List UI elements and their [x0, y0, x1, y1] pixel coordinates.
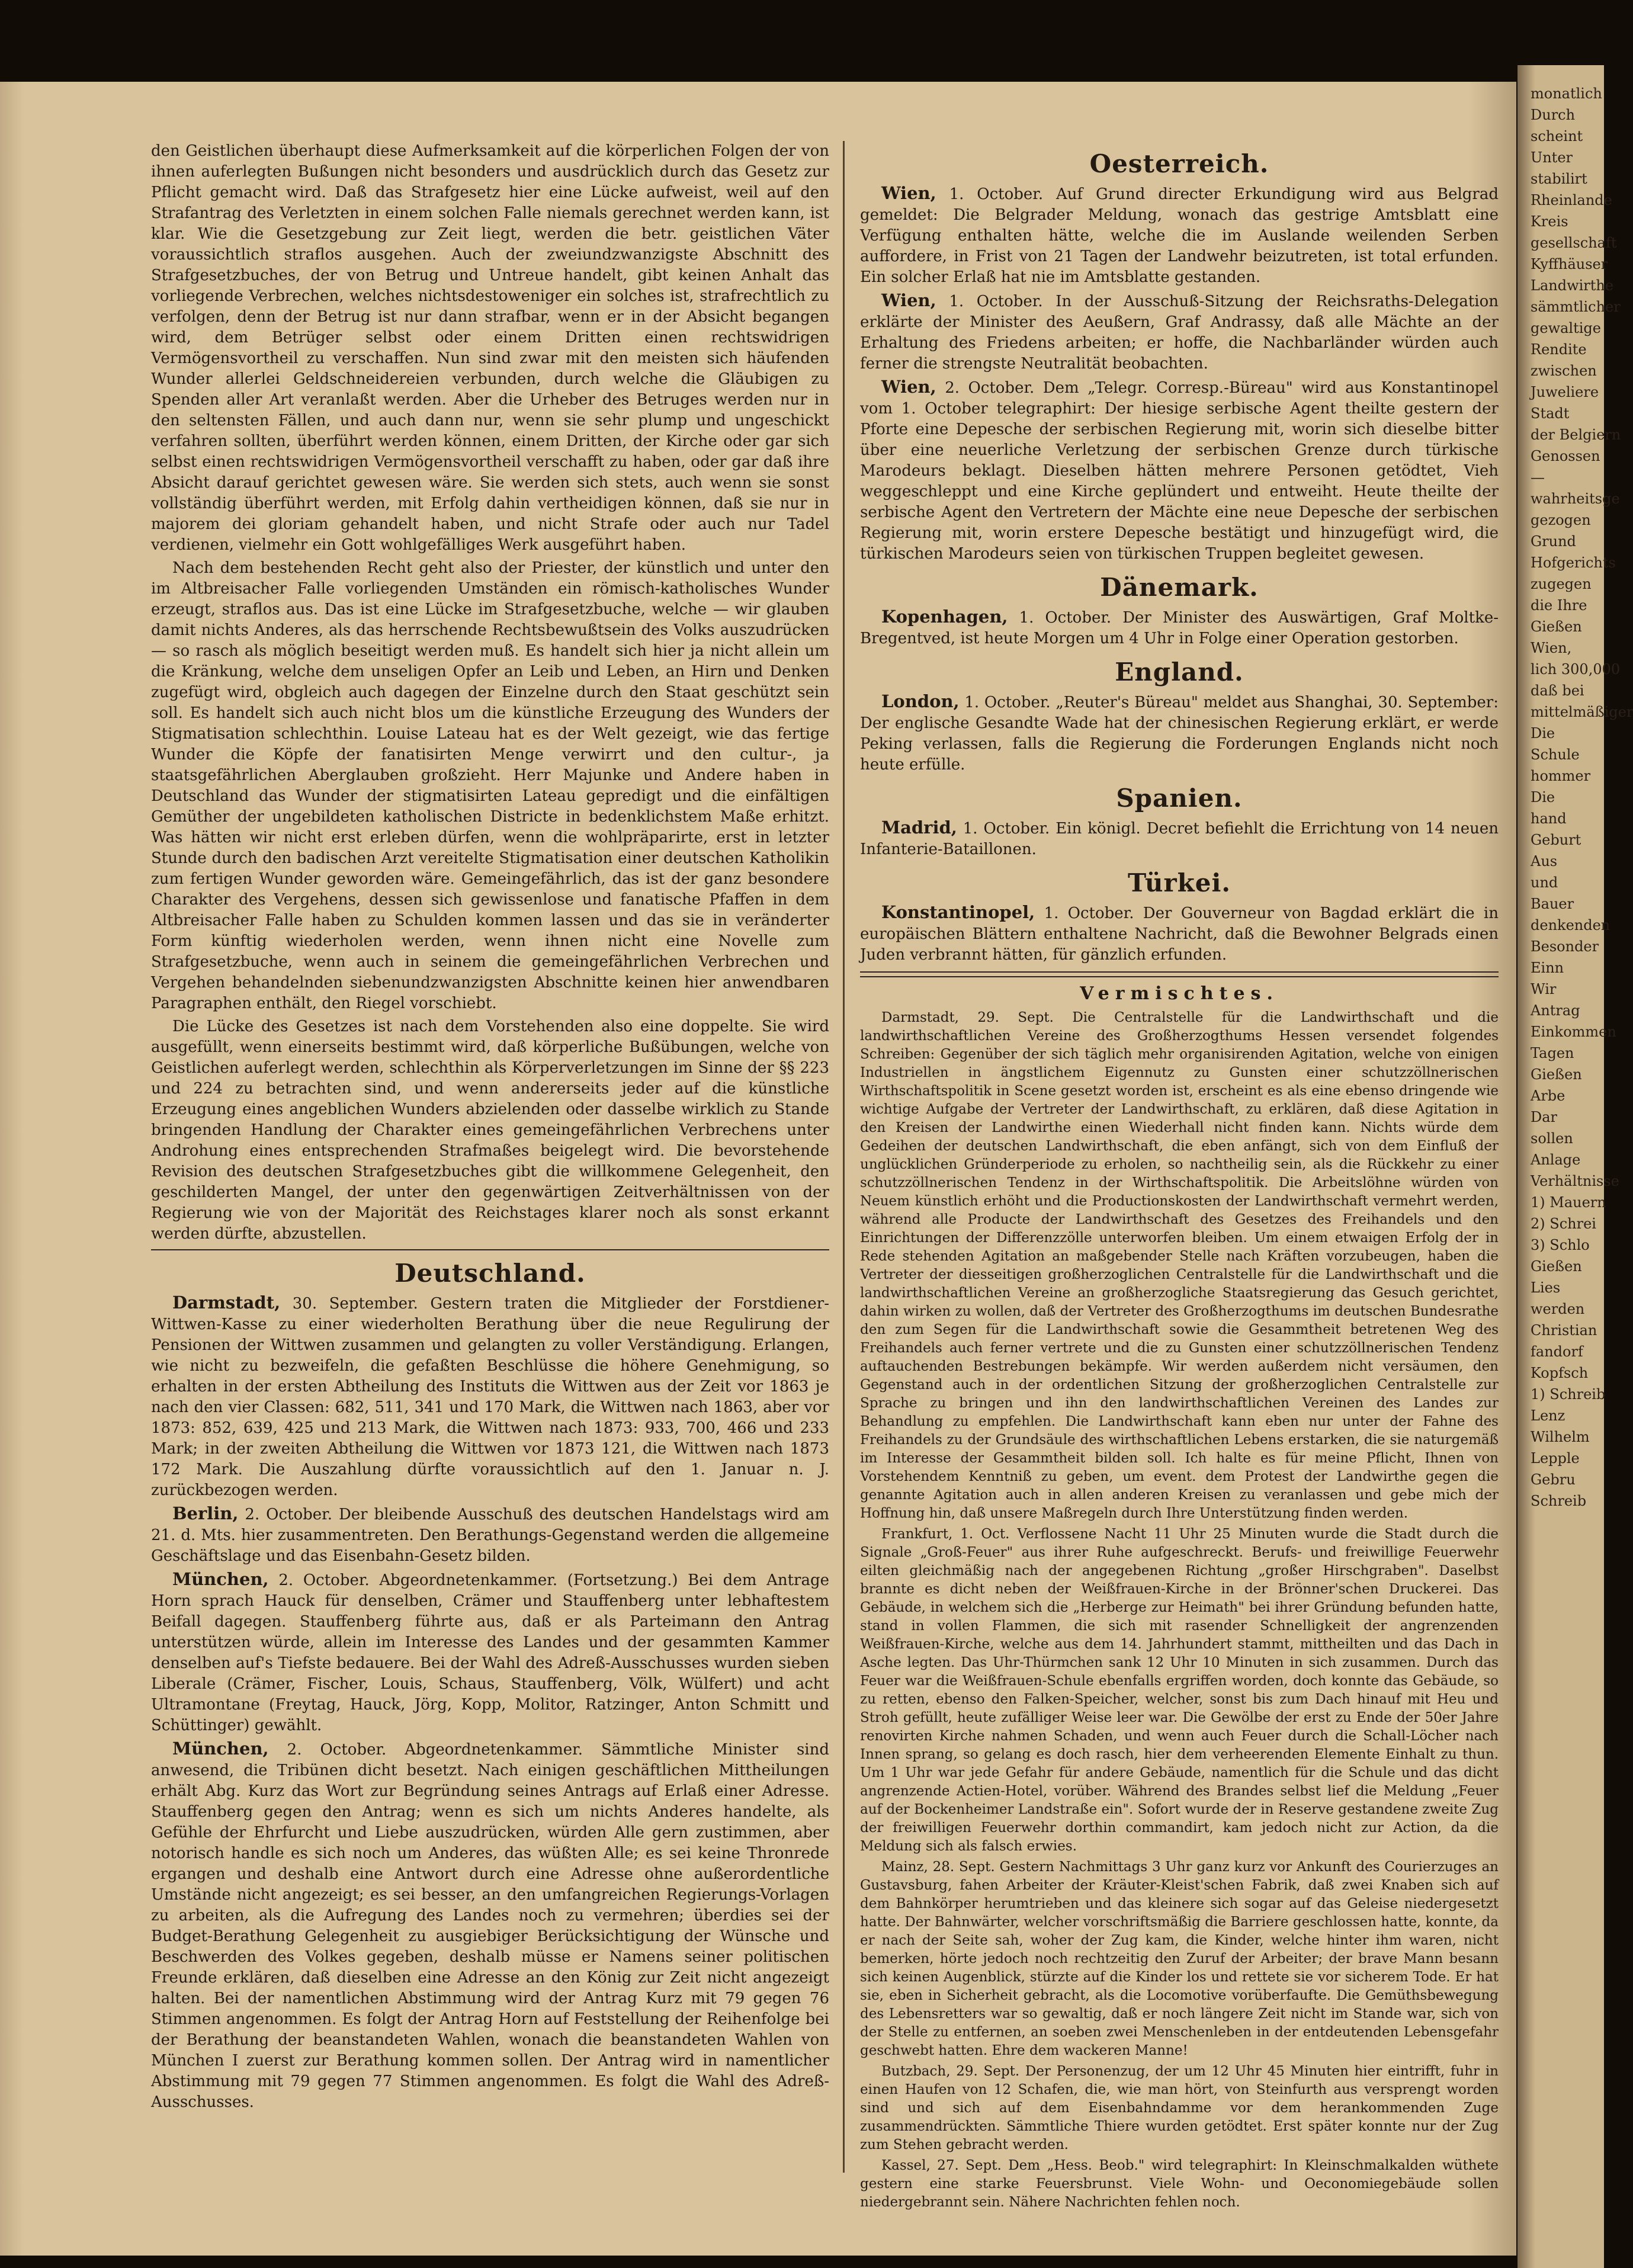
section-heading-tuerkei: Türkei.: [1127, 868, 1231, 897]
edge-fragment: Gießen: [1531, 1258, 1582, 1275]
dateline: Konstantinopel,: [881, 902, 1035, 922]
edge-fragment: Wir: [1531, 981, 1557, 997]
news-text: 2. October. Abgeordnetenkammer. (Fortsetzung.) Bei dem Antrage Horn sprach Hauck für denselben, Crämer und Stauffenberg unter lebhaftestem Beifall dagegen. Stauffenberg führte aus, daß er als Parteimann den Antrag unterstützen würde, allein im Interesse des Landes und der gesammten Kammer denselben auf's Tiefste bedauere. Bei der Wahl des Adreß-Ausschusses wurden sieben Liberale (Crämer, Fischer, Louis, Schaus, Stauffenberg, Völk, Wülfert) und acht Ultramontane (Freytag, Hauck, Jörg, Kopp, Molitor, Ratzinger, Anton Schmitt und Schüttinger) gewählt.: [151, 1571, 829, 1734]
news-item: [151, 1503, 829, 1567]
edge-fragment: Geburt: [1531, 832, 1581, 848]
edge-fragment: 3) Schlo: [1531, 1237, 1590, 1253]
edge-fragment: der Belgiern: [1531, 426, 1621, 443]
edge-fragment: Wilhelm: [1531, 1429, 1590, 1445]
edge-fragment: gesellschaft: [1531, 235, 1617, 251]
edge-fragment: Lepple: [1531, 1450, 1580, 1467]
article-paragraph: Darmstadt, 29. Sept. Die Centralstelle für die Landwirthschaft und die landwirthschaftlichen Vereine des Großherzogthums Hessen versendet folgendes Schreiben: Gegenüber der sich täglich mehr organisirenden Agitation, welche von einigen Industriellen in ängstlichem Eigennutz zu Gunsten einer schutzzöllnerischen Wirthschaftspolitik in Scene gesetzt worden ist, erscheint es als eine ebenso dringende wie wichtige Aufgabe der Vertreter der Landwirthschaft, zu erklären, daß diese Agitation in den Kreisen der Landwirthe einen Wiederhall nicht finden kann. Nichts würde dem Gedeihen der deutschen Landwirthschaft, die eben anfängt, sich von dem Einfluß der unglücklichen Gründerperiode zu erholen, so nachtheilig sein, als die Rückkehr zu einer schutzzöllnerischen Tendenz in der Wirthschaftspolitik. Die Arbeitslöhne würden von Neuem künstlich erhöht und die Productionskosten der Landwirthschaft vermehrt werden, während alle Producte der Landwirthschaft des Gesetzes des Freihandels und den Einrichtungen der Differenzzölle unterworfen bleiben. Um einem etwaigen Erfolg der in Rede stehenden Agitation an maßgebender Stelle nach Kräften vorzubeugen, haben die Vertreter der diesseitigen großherzoglichen Centralstelle für die Landwirthschaft und die landwirthschaftlichen Vereine an großherzogliche Staatsregierung das Gesuch gerichtet, dahin wirken zu wollen, daß der Vertreter des Großherzogthums im deutschen Bundesrathe den zum Segen für die Landwirthschaft sowie die Gesammtheit betretenen Weg des Freihandels auch ferner vertrete und die zu Gunsten einer schutzzöllnerischen Tendenz auftauchenden Bestrebungen bekämpfe. Wir werden außerdem nicht versäumen, den Gegenstand auch in der ordentlichen Sitzung der großherzoglichen Centralstelle zur Sprache zu bringen und ihn den landwirthschaftlichen Vereinen des Landes zur Behandlung zu empfehlen. Die Landwirthschaft kann eben nur unter der Fahne des Freihandels zu der Grundsäule des wirthschaftlichen Lebens erstarken, die sie naturgemäß im Interesse der Gesammtheit bilden soll. Ich halte es für meine Pflicht, Ihnen von Vorstehendem Kenntniß zu geben, um event. dem Protest der Landwirthe gegen die genannte Agitation auch in allen anderen Kreisen zu veranlassen und gebe mich der Hoffnung hin, daß unsere Maßregeln durch Ihre Unterstützung finden werden.: [860, 1010, 1499, 1521]
edge-fragment: 2) Schrei: [1531, 1215, 1596, 1232]
dateline: Kopenhagen,: [881, 607, 1008, 627]
article-paragraph: den Geistlichen überhaupt diese Aufmerksamkeit auf die körperlichen Folgen der von ihnen auferlegten Bußungen nicht besonders und ausdrücklich durch das Gesetz zur Pflicht gemacht wird. Daß das Strafgesetz hier eine Lücke aufweist, weil auf den Strafantrag des Verletzten in einem solchen Falle niemals gerechnet werden kann, ist klar. Wie die Gesetzgebung zur Zeit liegt, werden die betr. geistlichen Väter voraussichtlich straflos ausgehen. Auch der zweiundzwanzigste Abschnitt des Strafgesetzbuches, der von Betrug und Untreue handelt, gibt keinen Anhalt das vorliegende Verbrechen, welches nichtsdestoweniger ein solches ist, strafrechtlich zu verfolgen, denn der Betrug ist nur dann strafbar, wenn er in der Absicht begangen wird, dem Betrüger selbst oder einem Dritten einen rechtswidrigen Vermögensvortheil zu verschaffen. Nun sind zwar mit den meisten sich häufenden Wunder allerlei Geldschneidereien verbunden, durch welche die Gläubigen zu Spenden aller Art veranlaßt werden. Aber die Urheber des Betruges werden nur in den seltensten Fällen, und auch dann nur, wenn sie sehr plump und ungeschickt verfahren sollten, überführt werden können, einem Dritten, der Kirche oder gar sich selbst einen rechtswidrigen Vermögensvortheil verschafft zu haben, oder gar daß ihre Absicht darauf gerichtet gewesen wäre. Sie werden sich stets, auch wenn sie sonst vollständig überführt werden, mit Erfolg dahin vertheidigen können, daß sie nur in majorem dei gloriam gehandelt haben, und nicht Strafe oder auch nur Tadel verdienen, vielmehr ein Gott wohlgefälliges Werk ausgeführt haben.: [151, 142, 829, 554]
section-heading-deutschland: Deutschland.: [394, 1259, 586, 1288]
news-item: [151, 1569, 829, 1736]
news-text: 1. October. Ein königl. Decret befiehlt die Errichtung von 14 neuen Infanterie-Bataillonen.: [860, 820, 1499, 858]
section-heading-spanien: Spanien.: [1116, 784, 1243, 813]
edge-fragment: sämmtlicher: [1531, 299, 1621, 315]
article-paragraph: Mainz, 28. Sept. Gestern Nachmittags 3 Uhr ganz kurz vor Ankunft des Courierzuges an Gustavsburg, fahen Arbeiter der Kräuter-Kleist'schen Fabrik, daß zwei Knaben sich auf dem Bahnkörper herumtrieben und das kleinere sich sogar auf das Geleise niedergesetzt hatte. Der Bahnwärter, welcher vorschriftsmäßig die Barriere geschlossen hatte, konnte, da er nach der Seite sah, woher der Zug kam, die Kinder, welche hinter ihm waren, nicht bemerken, hörte jedoch noch rechtzeitig den Zuruf der Arbeiter; der brave Mann besann sich keinen Augenblick, stürzte auf die Kinder los und rettete sie vor sicherem Tode. Er hat sie, eben in Sicherheit gebracht, als die Locomotive vorüberfaufte. Die Gemüthsbewegung des Lebensretters war so gewaltig, daß er noch längere Zeit nicht im Stande war, sich von der Stelle zu entfernen, an soeben zwei Menschenleben in der entdeutenden Lebensgefahr geschwebt hatten. Ehre dem wackeren Manne!: [860, 1859, 1499, 2058]
edge-fragment: Anlage: [1531, 1151, 1581, 1168]
news-item: [860, 377, 1499, 564]
edge-fragment: Landwirthe: [1531, 277, 1614, 294]
dateline: Wien,: [881, 183, 936, 203]
edge-fragment: Einn: [1531, 960, 1564, 976]
edge-fragment: Rendite: [1531, 341, 1587, 358]
edge-fragment: mittelmäßiger: [1531, 704, 1633, 720]
section-heading-vermischtes: Vermischtes.: [1080, 983, 1279, 1004]
news-text: 1. October. Auf Grund directer Erkundigung wird aus Belgrad gemeldet: Die Belgrader Meldung, wonach das gestrige Amtsblatt eine Verfügung enthalten hätte, welche die im Auslande weilenden Serben auffordere, in Frist von 21 Tagen der Landwehr beizutreten, ist total erfunden. Ein solcher Erlaß hat nie im Amtsblatte gestanden.: [860, 185, 1499, 286]
edge-fragment: Gießen: [1531, 1066, 1582, 1083]
edge-fragment: Dar: [1531, 1109, 1558, 1125]
article-paragraph: Die Lücke des Gesetzes ist nach dem Vorstehenden also eine doppelte. Sie wird ausgefüllt, wenn einerseits bestimmt wird, daß körperliche Bußübungen, welche von Geistlichen auferlegt werden, schlechthin als Körperverletzungen im Sinne der §§ 223 und 224 zu betrachten sind, und wenn andererseits jeder auf die künstliche Erzeugung eines angeblichen Wunders abzielenden oder dasselbe wirklich zu Stande bringenden Handlung der Charakter eines gemeingefährlichen Verbrechens unter Androhung eines entsprechenden Strafmaßes beigelegt wird. Die bevorstehende Revision des deutschen Strafgesetzbuches gibt die willkommene Gelegenheit, den geschilderten Mangel, der unter den gegenwärtigen Zeitverhältnissen von der Regierung wie von der Majorität des Reichstages klarer noch als sonst erkannt werden dürfte, abzustellen.: [151, 1018, 829, 1243]
news-item: [860, 607, 1499, 649]
edge-fragment: Arbe: [1531, 1088, 1565, 1104]
news-item: [151, 1738, 829, 2113]
news-text: 1. October. Der Gouverneur von Bagdad erklärt die in europäischen Blättern enthaltene Nachricht, daß die Bewohner Belgrads einen Juden verbrannt hätten, für gänzlich erfunden.: [860, 904, 1499, 964]
dateline: Wien,: [881, 290, 936, 310]
edge-fragment: Genossen: [1531, 448, 1600, 464]
edge-fragment: und: [1531, 874, 1558, 891]
edge-fragment: Juweliere: [1531, 384, 1599, 400]
edge-fragment: 1) Mauern: [1531, 1194, 1606, 1211]
edge-fragment: gezogen: [1531, 512, 1591, 528]
edge-fragment: Hofgerichts: [1531, 554, 1616, 571]
edge-fragment: Gebru: [1531, 1471, 1576, 1488]
edge-fragment: Rheinlande: [1531, 192, 1612, 208]
edge-fragment: daß bei: [1531, 682, 1584, 699]
article-paragraph: Kassel, 27. Sept. Dem „Hess. Beob." wird telegraphirt: In Kleinschmalkalden wüthete gestern eine starke Feuersbrunst. Viele Wohn- und Oeconomiegebäude sollen niedergebrannt sein. Nähere Nachrichten fehlen noch.: [860, 2158, 1499, 2210]
edge-fragment: Kyffhäuser: [1531, 256, 1608, 272]
edge-fragment: hand: [1531, 810, 1567, 827]
edge-fragment: Schule: [1531, 746, 1580, 763]
news-text: 1. October. In der Ausschuß-Sitzung der Reichsraths-Delegation erklärte der Minister des Aeußern, Graf Andrassy, daß alle Mächte an der Erhaltung des Friedens arbeiten; er hoffe, die Nachbarländer würden auch ferner die strengste Neutralität beobachten.: [860, 293, 1499, 373]
dateline: Madrid,: [881, 817, 957, 838]
section-heading-oesterreich: Oesterreich.: [1089, 149, 1269, 178]
section-rule: [860, 971, 1499, 977]
edge-fragment: Kopfsch: [1531, 1365, 1589, 1381]
news-text: 2. October. Abgeordnetenkammer. Sämmtliche Minister sind anwesend, die Tribünen dicht besetzt. Nach einigen geschäftlichen Mittheilungen erhält Abg. Kurz das Wort zur Begründung seines Antrags auf Erlaß einer Adresse. Stauffenberg gegen den Antrag; wenn es sich um nichts Anderes handelte, als Gefühle der Ehrfurcht und Liebe auszudrücken, würden Alle gern zustimmen, aber notorisch handle es sich noch um Anderes, das wüßten Alle; es sei keine Thronrede ergangen und deshalb eine Antwort durch eine Adresse ohne außerordentliche Umstände nicht angezeigt; es sei besser, an den umfangreichen Regierungs-Vorlagen zu arbeiten, als die Aufregung des Landes noch zu vermehren; überdies sei der Budget-Berathung Gelegenheit zu ausgiebiger Berücksichtigung der Wünsche und Beschwerden des Volkes gegeben, deshalb müsse er Namens seiner politischen Freunde erklären, daß dieselben eine Adresse an den König zur Zeit nicht angezeigt halten. Bei der namentlichen Abstimmung wird der Antrag Kurz mit 79 gegen 76 Stimmen angenommen. Es folgt der Antrag Horn auf Feststellung der Reihenfolge bei der Berathung der beanstandeten Wahlen, wonach die beanstandeten Wahlen von München I zuerst zur Berathung kommen sollen. Der Antrag wird in namentlicher Abstimmung mit 79 gegen 77 Stimmen angenommen. Es folgt die Wahl des Adreß-Ausschusses.: [151, 1741, 829, 2111]
edge-fragment: die Ihre: [1531, 597, 1587, 614]
edge-fragment: lich 300,000: [1531, 661, 1621, 678]
edge-fragment: wahrheitsge: [1531, 490, 1620, 507]
news-text: 2. October. Der bleibende Ausschuß des deutschen Handelstags wird am 21. d. Mts. hier zusammentreten. Den Berathungs-Gegenstand werden die allgemeine Geschäftslage und das Eisenbahn-Gesetz bilden.: [151, 1506, 830, 1565]
edge-fragment: monatlich: [1531, 85, 1602, 102]
news-item: [860, 902, 1499, 965]
edge-fragment: stabilirt: [1531, 171, 1587, 187]
edge-fragment: Durch: [1531, 107, 1576, 123]
right-column: [860, 141, 1499, 2214]
section-heading-daenemark: Dänemark.: [1100, 573, 1259, 602]
news-item: [860, 183, 1499, 288]
dateline: Berlin,: [172, 1503, 239, 1523]
edge-fragment: —: [1531, 469, 1545, 486]
edge-fragment: Tagen: [1531, 1045, 1574, 1061]
edge-fragment: Die: [1531, 789, 1555, 806]
edge-fragment: sollen: [1531, 1130, 1573, 1147]
edge-fragment: Aus: [1531, 853, 1558, 870]
dateline: München,: [172, 1738, 269, 1759]
dateline: München,: [172, 1569, 269, 1589]
article-paragraph: Frankfurt, 1. Oct. Verflossene Nacht 11 Uhr 25 Minuten wurde die Stadt durch die Signale „Groß-Feuer" aus ihrer Ruhe aufgeschreckt. Berufs- und freiwillige Feuerwehr eilten gleichmäßig nach der angegebenen Richtung „großer Hirschgraben". Daselbst brannte es dicht neben der Weißfrauen-Kirche in der Brönner'schen Druckerei. Das Gebäude, in welchem sich die „Herberge zur Heimath" bei ihrer Gründung befunden hatte, stand in vollen Flammen, die sich mit rasender Schnelligkeit der angrenzenden Weißfrauen-Kirche, welche aus dem 14. Jahrhundert stammt, mittheilten und das Dach in Asche legten. Das Uhr-Thürmchen sank 12 Uhr 10 Minuten in sich zusammen. Durch das Feuer war die Weißfrauen-Schule ebenfalls ergriffen worden, doch konnte das Gebäude, so zu retten, ebenso den Falken-Speicher, welcher, sonst bis zum Dach hinauf mit Heu und Stroh gefüllt, heute zufälliger Weise leer war. Die Gewölbe der erst zu Ende der 50er Jahre renovirten Kirche nahmen Schaden, und wenn auch Feuer durch die Schall-Löcher nach Innen sprang, so gelang es doch rasch, hier dem verheerenden Elemente Einhalt zu thun. Um 1 Uhr war jede Gefahr für andere Gebäude, namentlich für die Schule und das dicht angrenzende Actien-Hotel, vorüber. Während des Brandes selbst lief die Meldung „Feuer auf der Bockenheimer Landstraße ein". Sofort wurde der in Reserve gestandene zweite Zug der freiwilligen Feuerwehr dorthin commandirt, kam jedoch nicht zur Action, da die Meldung sich als falsch erwies.: [860, 1526, 1499, 1854]
edge-fragment: Unter: [1531, 149, 1573, 166]
article-paragraph: Nach dem bestehenden Recht geht also der Priester, der künstlich und unter den im Altbreisacher Falle vorliegenden Umständen ein römisch-katholisches Wunder erzeugt, straflos aus. Das ist eine Lücke im Strafgesetzbuche, welche — wir glauben damit nichts Anderes, als das herrschende Rechtsbewußtsein des Volks auszudrücken — so rasch als möglich beseitigt werden muß. Es handelt sich hier ja nicht allein um die Kränkung, welche dem unseligen Opfer an Leib und Leben, an Hirn und Denken zugefügt wird, obgleich auch dagegen der Einzelne durch den Staat geschützt sein soll. Es handelt sich auch nicht blos um die künstliche Erzeugung des Wunders der Stigmatisation schlechthin. Louise Lateau hat es der Welt gezeigt, wie das fertige Wunder die Köpfe der fanatisirten Menge verwirrt und den cultur-, ja staatsgefährlichen Aberglauben großzieht. Herr Majunke und Andere haben in Deutschland das Wunder der stigmatisirten Lateau gepredigt und die einfältigen Gemüther der ungebildeten katholischen Districte in bedenklichstem Maße erhitzt. Was hätten wir nicht erst erleben dürfen, wenn die wohlpräparirte, erst in letzter Stunde durch den badischen Arzt vereitelte Stigmatisation einer deutschen Katholikin zum fertigen Wunder geworden wäre. Gemeingefährlich, das ist der ganz besondere Charakter des Vergehens, dessen sich gewissenlose und fanatische Pfaffen in dem Altbreisacher Falle haben zu Schulden kommen lassen und das sie in veränderter Form künftig wiederholen werden, wenn ihnen nicht eine Novelle zum Strafgesetzbuche, wenn auch in seinem die gemeingefährlichen Verbrechen und Vergehen behandelnden siebenundzwanzigsten Abschnitte keinen hier anwendbaren Paragraphen enthält, den Riegel vorschiebt.: [151, 559, 829, 1012]
edge-fragment: Antrag: [1531, 1002, 1580, 1019]
edge-fragment: Besonder: [1531, 938, 1599, 955]
edge-fragment: denkenden: [1531, 917, 1610, 933]
edge-fragment: Wien,: [1531, 640, 1572, 656]
edge-fragment: Stadt: [1531, 405, 1570, 422]
section-rule: [151, 1249, 829, 1250]
edge-fragment: Verhältnisse: [1531, 1173, 1619, 1189]
edge-fragment: scheint: [1531, 128, 1583, 145]
dateline: Darmstadt,: [172, 1292, 281, 1313]
column-divider: [843, 141, 845, 2173]
news-text: 1. October. Der Minister des Auswärtigen, Graf Moltke-Bregentved, ist heute Morgen um 4 Uhr in Folge einer Operation gestorben.: [860, 609, 1499, 647]
edge-fragment: Schreib: [1531, 1493, 1587, 1509]
next-page-edge: [1517, 65, 1633, 2268]
news-item: [151, 1292, 829, 1501]
edge-fragment: werden: [1531, 1301, 1585, 1317]
news-text: 2. October. Dem „Telegr. Corresp.-Büreau" wird aus Konstantinopel vom 1. October telegraphirt: Der hiesige serbische Agent theilte gestern der Pforte eine Depesche der serbischen Regierung mit, worin sich dieselbe bitter über eine neuerliche Verletzung der serbischen Grenze durch türkische Marodeurs beklagt. Dieselben hätten mehrere Personen getödtet, Vieh weggeschleppt und eine Kirche geplündert und entweiht. Heute theilte der serbische Agent den Vertretern der Mächte eine neue Depesche der serbischen Regierung mit, worin erstere Depesche bestätigt und hinzugefügt wird, die türkischen Marodeurs seien von türkischen Truppen begleitet gewesen.: [860, 379, 1499, 563]
edge-fragment: Kreis: [1531, 213, 1568, 230]
news-item: [860, 691, 1499, 775]
edge-fragment: 1) Schreib: [1531, 1386, 1606, 1403]
edge-fragment: hommer: [1531, 768, 1591, 784]
left-column: [151, 141, 829, 2115]
edge-fragment: zwischen: [1531, 363, 1597, 379]
edge-fragment: gewaltige: [1531, 320, 1601, 336]
vermischtes-body: [860, 1009, 1499, 2212]
news-text: 30. September. Gestern traten die Mitglieder der Forstdiener-Wittwen-Kasse zu einer wiederholten Berathung über die neue Regulirung der Pensionen der Wittwen zusammen und gelangten zu voller Verständigung. Erlangen, wie nicht zu bezweifeln, die gefaßten Beschlüsse die höhere Genehmigung, so erhalten in der ersten Abtheilung des Instituts die Wittwen aus der Zeit vor 1863 je nach den vier Classen: 682, 511, 341 und 170 Mark, die Wittwen nach 1863, aber vor 1873: 852, 639, 425 und 213 Mark, die Wittwen nach 1873: 933, 700, 466 und 233 Mark; in der zweiten Abtheilung die Wittwen vor 1873 121, die Wittwen nach 1873 172 Mark. Die Auszahlung dürfte voraussichtlich auf den 1. Januar n. J. zurückbezogen werden.: [151, 1295, 830, 1499]
dateline: London,: [881, 691, 960, 711]
edge-fragment: fandorf: [1531, 1343, 1583, 1360]
edge-fragment: Lenz: [1531, 1407, 1565, 1424]
news-text: 1. October. „Reuter's Büreau" meldet aus Shanghai, 30. September: Der englische Gesandte Wade hat der chinesischen Regierung erklärt, er werde Peking verlassen, falls die Regierung die Forderungen Englands nicht noch heute erfülle.: [860, 694, 1499, 774]
dateline: Wien,: [881, 377, 936, 397]
article-paragraph: Butzbach, 29. Sept. Der Personenzug, der um 12 Uhr 45 Minuten hier eintrifft, fuhr in einen Haufen von 12 Schafen, die, wie man hört, von Steinfurth aus versprengt worden sind und sich auf dem Eisenbahndamme vor dem herankommenden Zuge zusammendrückten. Sämmtliche Thiere wurden getödtet. Erst später konnte nur der Zug zum Stehen gebracht werden.: [860, 2064, 1499, 2152]
edge-fragment: Lies: [1531, 1279, 1561, 1296]
edge-fragment: zugegen: [1531, 576, 1592, 592]
edge-fragment: Grund: [1531, 533, 1576, 550]
edge-fragment: Bauer: [1531, 896, 1574, 912]
edge-fragment: Christian: [1531, 1322, 1597, 1339]
edge-fragment: Einkommen: [1531, 1024, 1616, 1040]
section-heading-england: England.: [1115, 657, 1244, 687]
newspaper-page: [0, 82, 1516, 2256]
edge-fragment: Die: [1531, 725, 1555, 742]
next-page-fragments: [1517, 65, 1633, 1512]
news-item: [860, 817, 1499, 860]
edge-fragment: Gießen: [1531, 618, 1582, 635]
news-item: [860, 290, 1499, 374]
